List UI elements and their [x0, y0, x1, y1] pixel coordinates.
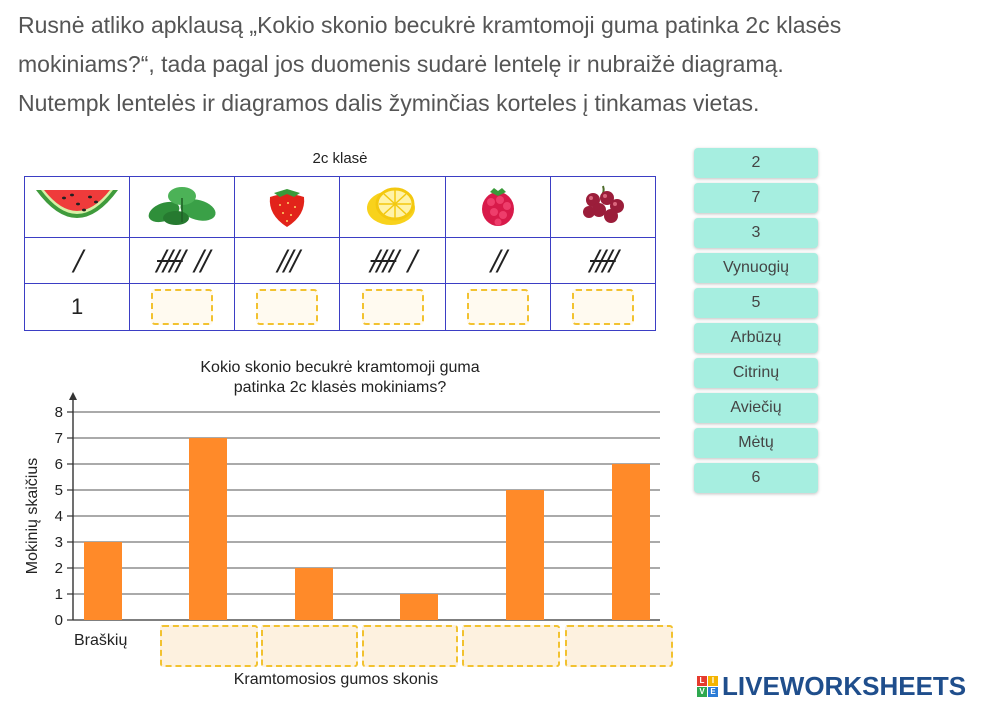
answer-card[interactable]: Aviečių: [694, 393, 818, 423]
count-strawberry: [235, 284, 340, 331]
tally-mint: //// //: [130, 238, 235, 284]
count-grapes: [550, 284, 655, 331]
count-mint: [130, 284, 235, 331]
bar: [612, 464, 650, 620]
y-axis-label: Mokinių skaičius: [24, 457, 41, 575]
drop-slot[interactable]: [362, 289, 424, 325]
watermelon-icon: [34, 184, 120, 226]
answer-card[interactable]: 6: [694, 463, 818, 493]
y-tick-label: 4: [54, 508, 63, 525]
bar: [506, 490, 544, 620]
bar: [295, 568, 333, 620]
strawberry-icon: [262, 181, 312, 229]
logo-text: LIVEWORKSHEETS: [722, 670, 967, 701]
drop-slot[interactable]: [467, 289, 529, 325]
y-axis-arrow-icon: [69, 392, 77, 400]
category-drop-slot[interactable]: [362, 625, 458, 667]
instruction-line-2: mokiniams?“, tada pagal jos duomenis sudarė lentelę ir nubraižė diagramą.: [18, 51, 784, 77]
chart-title-line-1: Kokio skonio becukrė kramtomoji guma: [200, 359, 480, 376]
tally-table: [24, 176, 656, 331]
answer-cards: [694, 148, 818, 498]
instruction-line-3: Nutempk lentelės ir diagramos dalis žyminčias korteles į tinkamas vietas.: [18, 90, 760, 116]
bar: [84, 542, 122, 620]
y-tick-label: 1: [54, 586, 63, 603]
answer-card[interactable]: Vynuogių: [694, 253, 818, 283]
drop-slot[interactable]: [151, 289, 213, 325]
chart-title-line-2: patinka 2c klasės mokiniams?: [233, 379, 447, 396]
tally-grapes: ////: [550, 238, 655, 284]
tally-raspberry: //: [445, 238, 550, 284]
count-lemon: [340, 284, 445, 331]
liveworksheets-logo: [697, 672, 966, 700]
watermelon-cell: [25, 177, 130, 238]
category-drop-slot[interactable]: [565, 625, 673, 667]
bar: [189, 438, 227, 620]
tally-watermelon: /: [25, 238, 130, 284]
strawberry-cell: [235, 177, 340, 238]
answer-card[interactable]: Mėtų: [694, 428, 818, 458]
category-drop-slot[interactable]: [160, 625, 258, 667]
y-tick-label: 6: [54, 456, 63, 473]
answer-card[interactable]: Citrinų: [694, 358, 818, 388]
count-raspberry: [445, 284, 550, 331]
tally-lemon: //// /: [340, 238, 445, 284]
answer-card[interactable]: 2: [694, 148, 818, 178]
answer-card[interactable]: 7: [694, 183, 818, 213]
y-tick-label: 0: [54, 612, 63, 629]
lemon-cell: [340, 177, 445, 238]
y-tick-label: 5: [54, 482, 63, 499]
lemon-icon: [363, 182, 423, 228]
y-tick-label: 8: [54, 404, 63, 421]
y-tick-label: 7: [54, 430, 63, 447]
drop-slot[interactable]: [572, 289, 634, 325]
y-tick-label: 3: [54, 534, 63, 551]
logo-badge-icon: L I V E: [697, 676, 718, 697]
category-drop-slot[interactable]: [261, 625, 358, 667]
mint-icon: [142, 182, 222, 228]
answer-card[interactable]: 3: [694, 218, 818, 248]
y-tick-label: 2: [54, 560, 63, 577]
category-drop-slot[interactable]: [462, 625, 560, 667]
bar: [400, 594, 438, 620]
category-label-strawberry: Braškių: [74, 632, 128, 649]
x-axis-label: Kramtomosios gumos skonis: [233, 671, 439, 688]
answer-card[interactable]: Arbūzų: [694, 323, 818, 353]
drop-slot[interactable]: [256, 289, 318, 325]
raspberry-icon: [476, 182, 520, 228]
instructions: [18, 6, 993, 123]
mint-cell: [130, 177, 235, 238]
grapes-cell: [550, 177, 655, 238]
bar-chart: [0, 390, 680, 630]
tally-strawberry: ///: [235, 238, 340, 284]
count-watermelon: 1: [25, 284, 130, 331]
table-title: 2c klasė: [312, 150, 368, 167]
answer-card[interactable]: 5: [694, 288, 818, 318]
raspberry-cell: [445, 177, 550, 238]
instruction-line-1: Rusnė atliko apklausą „Kokio skonio becukrė kramtomoji guma patinka 2c klasės: [18, 12, 842, 38]
grapes-icon: [575, 182, 631, 228]
